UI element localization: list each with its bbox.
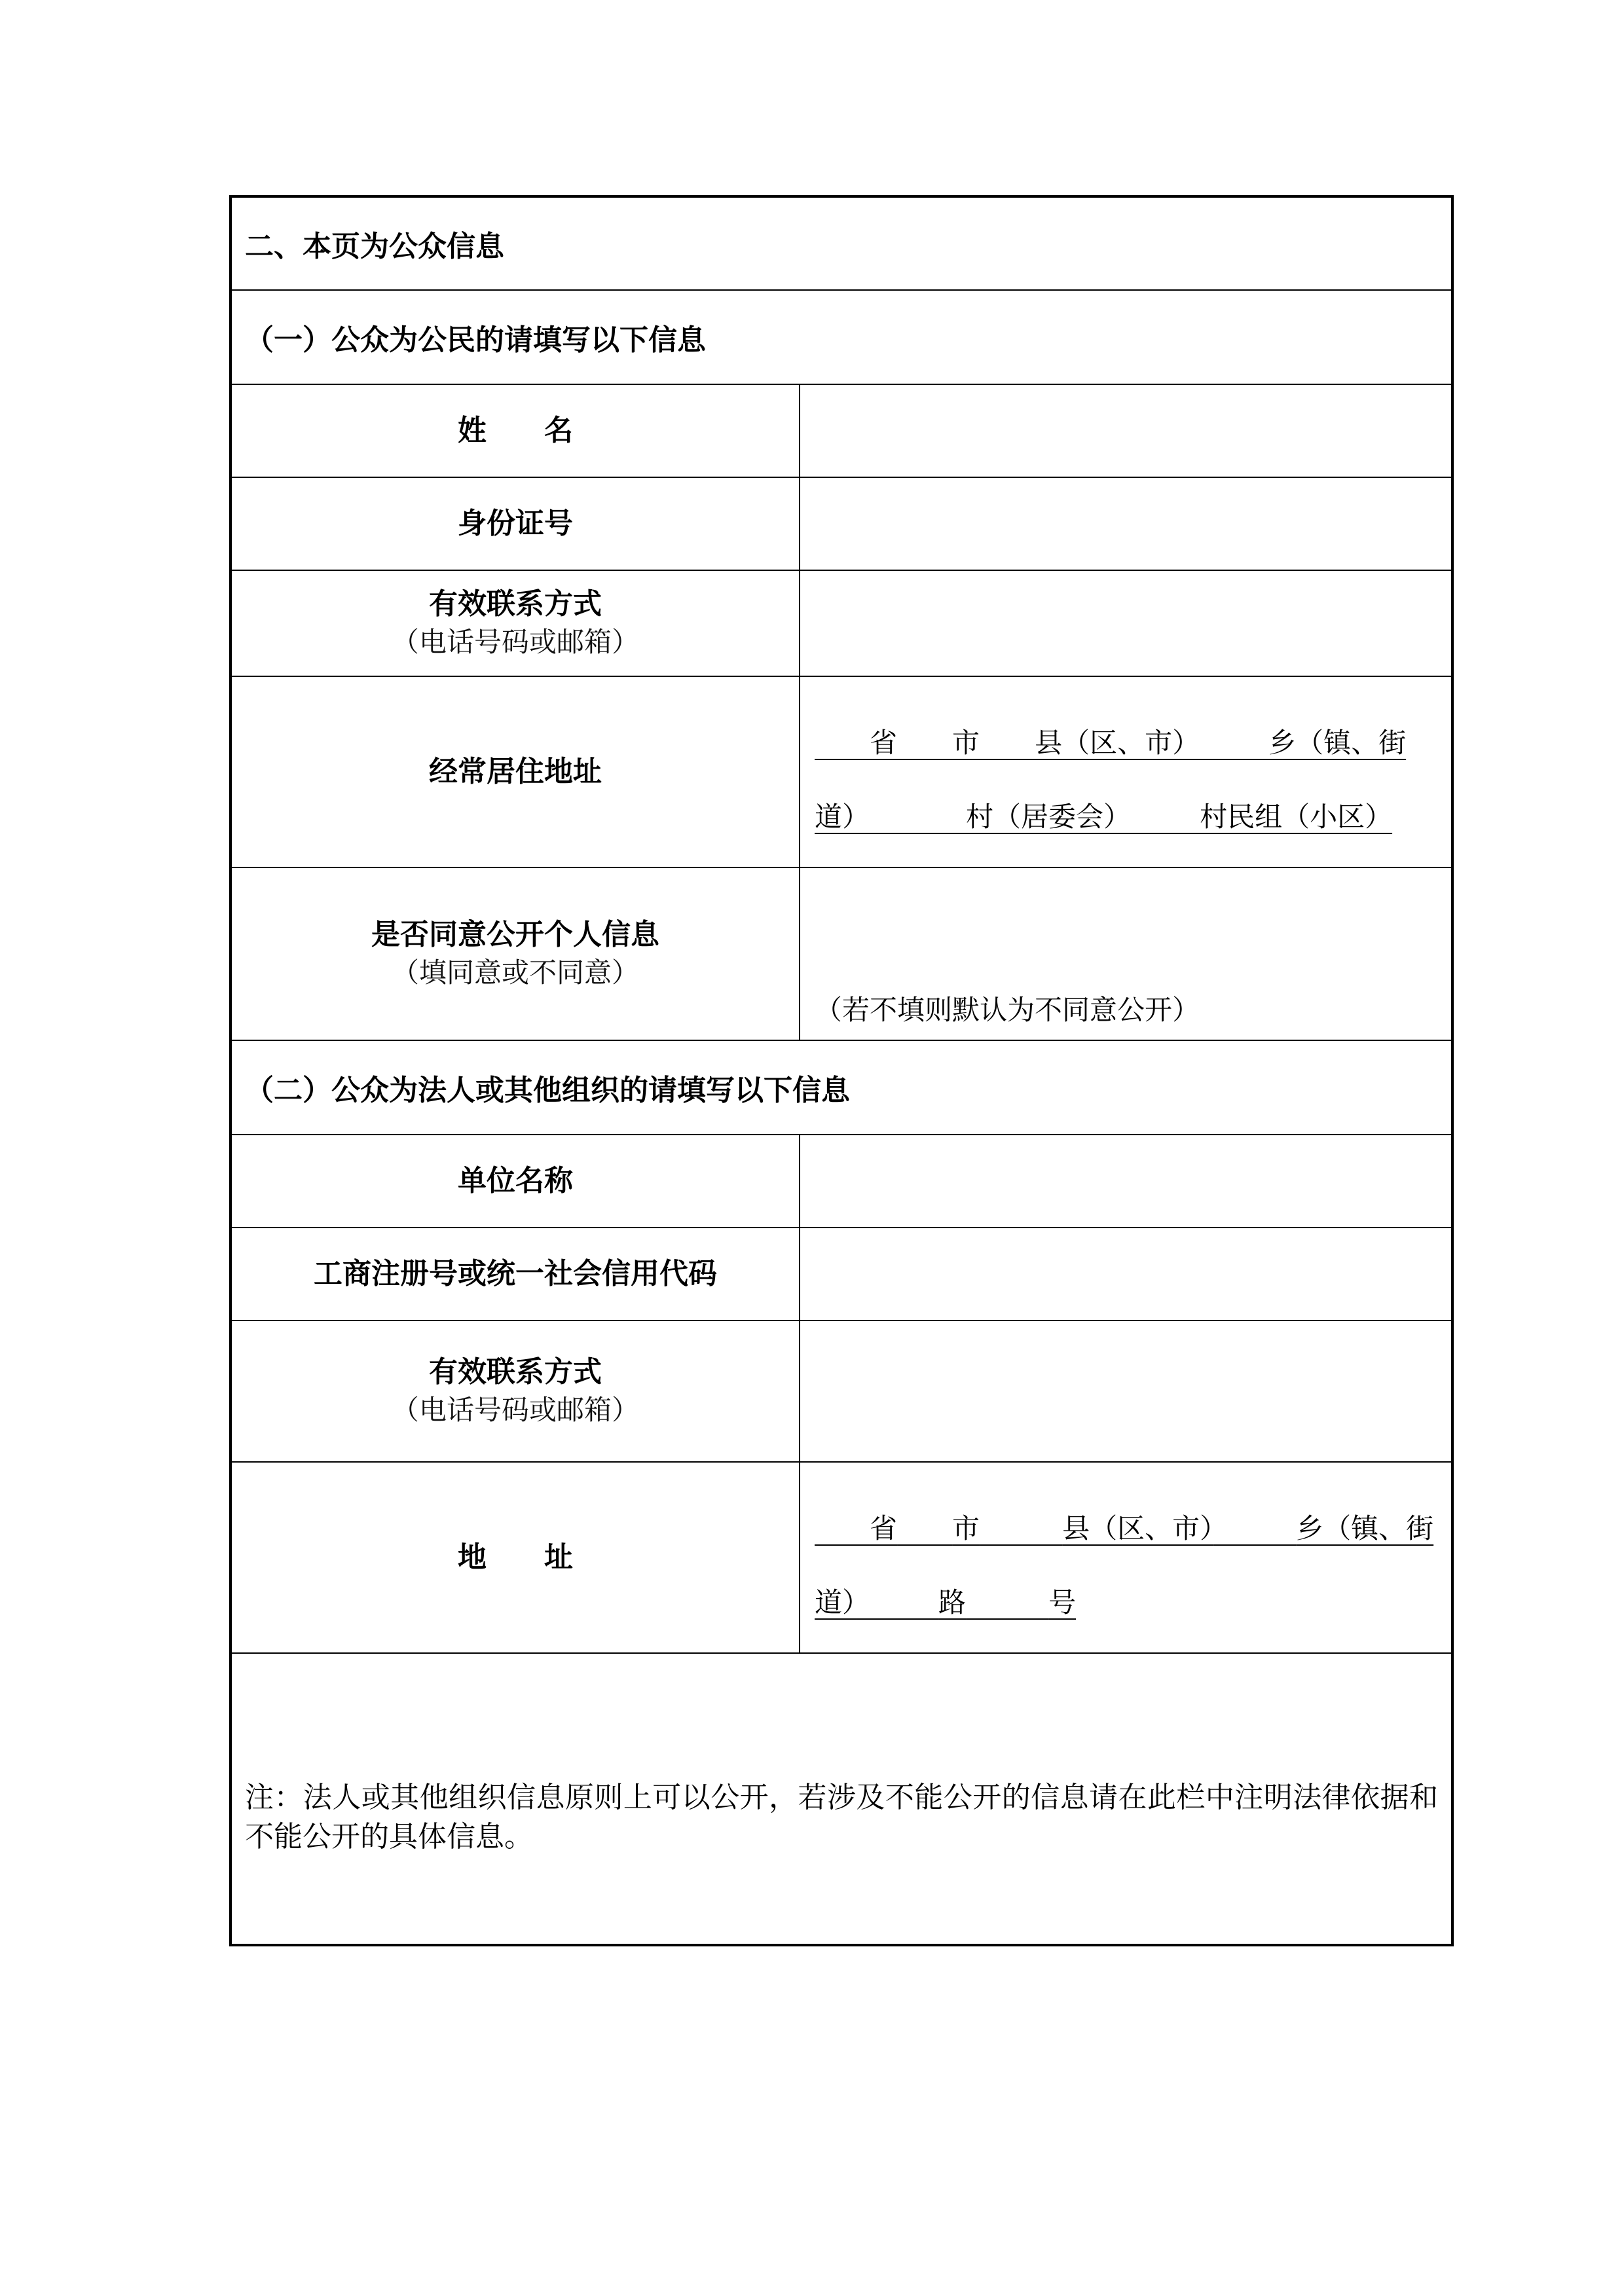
title-row [232, 198, 1451, 289]
unit-field [800, 1135, 1451, 1227]
address-field [800, 677, 1451, 867]
org-heading: （二）公众为法人或其他组织的请填写以下信息 [245, 1074, 850, 1107]
org-address-part-province: 省 [870, 1512, 898, 1544]
org-address-field [800, 1463, 1451, 1652]
citizen-heading: （一）公众为公民的请填写以下信息 [245, 323, 706, 357]
address-part-group: 村民组（小区） [1200, 801, 1393, 833]
blank [856, 801, 966, 833]
citizen-contact-row [232, 570, 1451, 676]
address-template [815, 706, 1437, 854]
name-label-cell [232, 385, 800, 477]
reg-field [800, 1228, 1451, 1320]
public-info-form [229, 195, 1454, 1946]
org-contact-field [800, 1321, 1451, 1461]
blank [980, 1512, 1062, 1544]
org-address-template [815, 1491, 1437, 1639]
citizen-name-row [232, 384, 1451, 477]
blank [897, 1512, 952, 1544]
id-field [800, 478, 1451, 570]
address-part-province: 省 [870, 727, 898, 759]
unit-label: 单位名称 [458, 1164, 573, 1197]
org-address-part-city: 市 [952, 1512, 980, 1544]
address-part-county: 县（区、市） [1035, 727, 1187, 759]
disclosure-note: 注：法人或其他组织信息原则上可以公开，若涉及不能公开的信息请在此栏中注明法律依据和不能公开的具体信息。 [245, 1781, 1438, 1853]
contact-hint: （电话号码或邮箱） [391, 626, 639, 658]
citizen-heading-row [232, 289, 1451, 384]
consent-label-cell [232, 868, 800, 1040]
reg-label-cell [232, 1228, 800, 1320]
name-field [800, 385, 1451, 477]
unit-label-cell [232, 1135, 800, 1227]
blank [815, 1512, 870, 1544]
address-label-cell [232, 677, 800, 867]
org-contact-label-cell [232, 1321, 800, 1461]
org-contact-hint: （电话号码或邮箱） [391, 1394, 639, 1426]
address-part-city: 市 [952, 727, 980, 759]
blank [856, 1586, 938, 1618]
org-address-label: 地 址 [458, 1540, 573, 1574]
org-address-part-township: 乡（镇、街道） [815, 1512, 1434, 1618]
consent-default-note: （若不填则默认为不同意公开） [815, 994, 1200, 1026]
blank [1117, 801, 1200, 833]
blank [1186, 727, 1268, 759]
org-address-part-number: 号 [1048, 1586, 1077, 1618]
address-part-township: 乡（镇、街道） [815, 727, 1407, 833]
reg-label: 工商注册号或统一社会信用代码 [314, 1257, 717, 1290]
consent-label: 是否同意公开个人信息 [371, 918, 659, 951]
address-label: 经常居住地址 [429, 755, 602, 788]
id-label: 身份证号 [458, 507, 573, 540]
consent-hint: （填同意或不同意） [391, 957, 639, 989]
consent-field [800, 868, 1451, 1040]
blank [1213, 1512, 1296, 1544]
blank [980, 727, 1035, 759]
citizen-address-row [232, 676, 1451, 867]
org-address-part-road: 路 [938, 1586, 967, 1618]
contact-label: 有效联系方式 [429, 587, 602, 621]
citizen-id-row [232, 477, 1451, 570]
org-address-part-county: 县（区、市） [1062, 1512, 1214, 1544]
address-part-village: 村（居委会） [966, 801, 1118, 833]
blank [897, 727, 952, 759]
id-label-cell [232, 478, 800, 570]
org-heading-row [232, 1040, 1451, 1134]
org-address-row [232, 1461, 1451, 1652]
citizen-consent-row [232, 867, 1451, 1040]
section-title: 二、本页为公众信息 [245, 230, 504, 263]
blank [966, 1586, 1048, 1618]
contact-field [800, 571, 1451, 676]
org-contact-label: 有效联系方式 [429, 1355, 602, 1389]
contact-label-cell [232, 571, 800, 676]
note-row [232, 1652, 1451, 1944]
org-unit-row [232, 1134, 1451, 1227]
blank [815, 727, 870, 759]
org-address-label-cell [232, 1463, 800, 1652]
name-label: 姓 名 [458, 414, 573, 447]
org-contact-row [232, 1320, 1451, 1461]
org-reg-row [232, 1227, 1451, 1320]
